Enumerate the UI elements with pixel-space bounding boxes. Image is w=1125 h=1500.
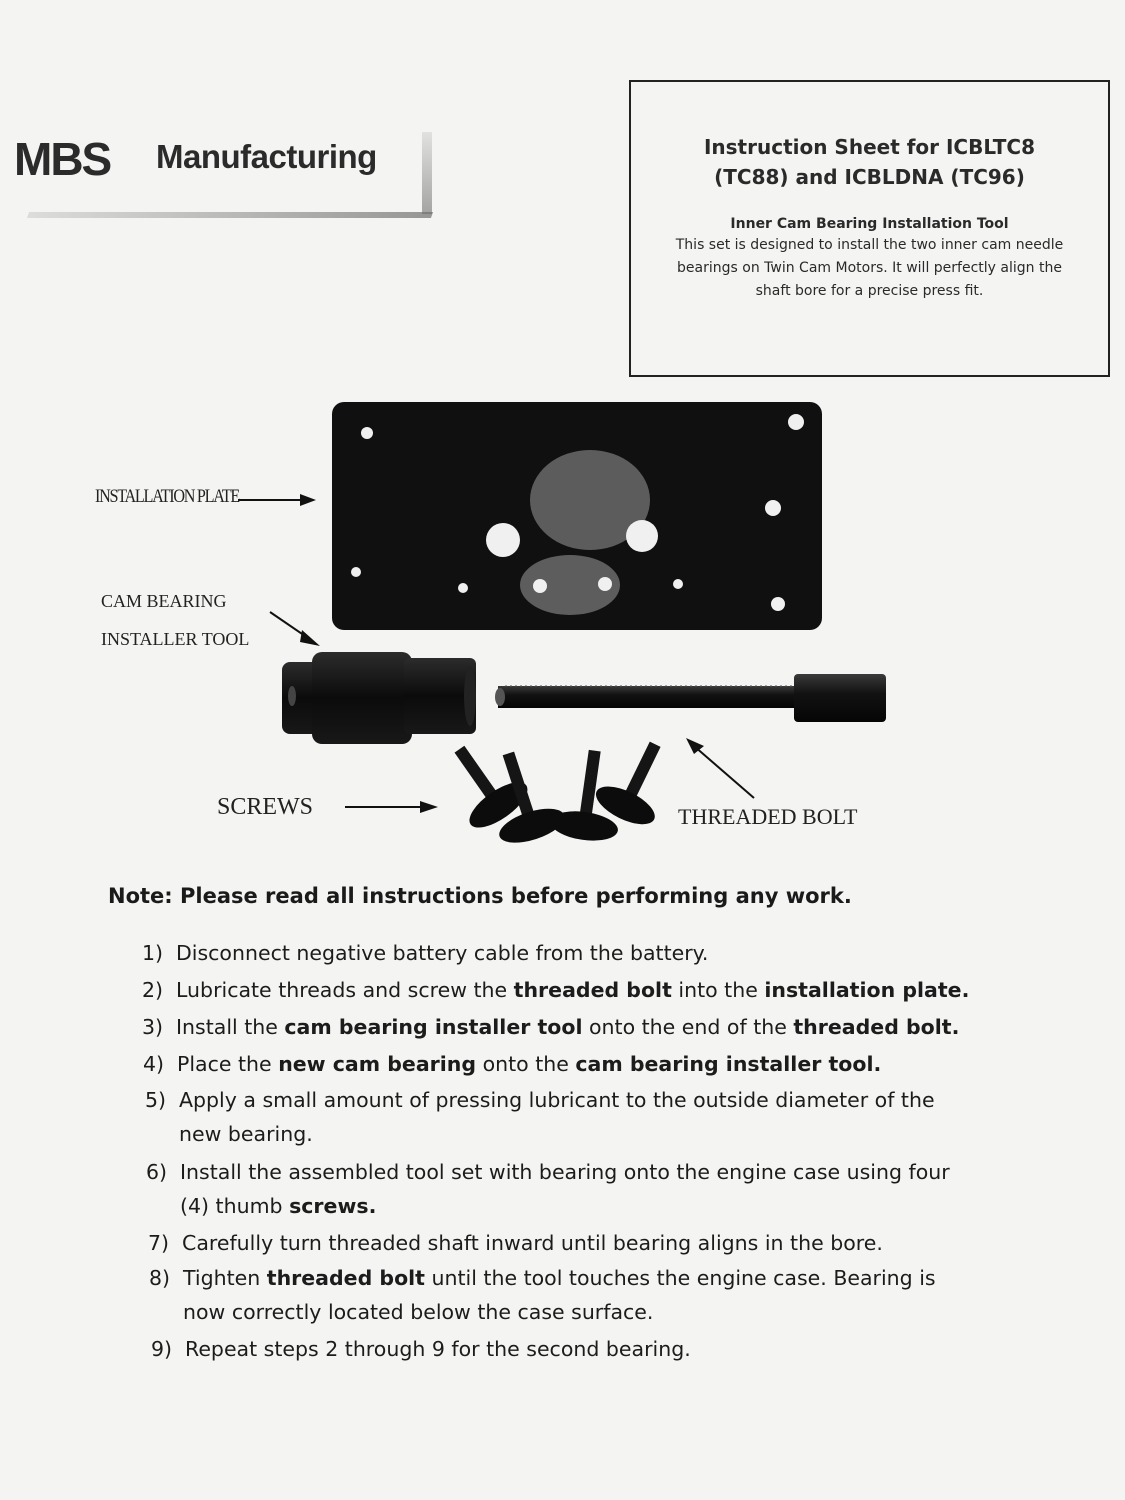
arrow-cam-bearing-tool bbox=[270, 612, 320, 646]
step-text: Lubricate threads and screw the bbox=[176, 978, 514, 1002]
step-number: 9) bbox=[151, 1337, 173, 1361]
bold-term: cam bearing installer tool bbox=[284, 1015, 583, 1039]
step-number: 8) bbox=[149, 1266, 171, 1290]
step-text: Tighten bbox=[183, 1266, 267, 1290]
bold-term: new cam bearing bbox=[278, 1052, 477, 1076]
logo-mark: MBS bbox=[14, 133, 111, 185]
threaded-bolt bbox=[495, 674, 886, 722]
logo-shadow bbox=[422, 132, 432, 214]
arrow-threaded-bolt bbox=[686, 738, 754, 798]
logo-text: Manufacturing bbox=[156, 138, 377, 175]
step-text: onto the end of the bbox=[582, 1015, 794, 1039]
step-text: until the tool touches the engine case. Bearing is bbox=[424, 1266, 936, 1290]
bold-term: threaded bolt bbox=[513, 978, 672, 1002]
bold-term: threaded bolt bbox=[266, 1266, 425, 1290]
instruction-header-box bbox=[629, 80, 1110, 377]
step-text: (4) thumb bbox=[180, 1194, 290, 1218]
step-text: now correctly located below the case surface. bbox=[183, 1300, 654, 1324]
step-number: 4) bbox=[143, 1052, 165, 1076]
step-number: 2) bbox=[142, 978, 164, 1002]
step-item bbox=[142, 936, 708, 970]
step-item bbox=[151, 1332, 691, 1366]
tool-description: This set is designed to install the two inner cam needle bearings on Twin Cam Motors. It will perfectly align the shaft bore for a precise press fit. bbox=[675, 237, 1064, 299]
step-item bbox=[149, 1261, 936, 1329]
step-item bbox=[142, 973, 969, 1007]
step-number: 7) bbox=[148, 1231, 170, 1255]
label-screws: SCREWS bbox=[217, 794, 314, 820]
step-text: Repeat steps 2 through 9 for the second bearing. bbox=[185, 1337, 691, 1361]
step-text: Install the assembled tool set with bearing onto the engine case using four bbox=[180, 1160, 950, 1184]
step-number: 1) bbox=[142, 941, 164, 965]
bold-term: threaded bolt. bbox=[793, 1015, 960, 1039]
arrow-installation-plate bbox=[238, 494, 316, 506]
tool-subtitle: Inner Cam Bearing Installation Tool bbox=[730, 216, 1009, 232]
step-text: Place the bbox=[177, 1052, 279, 1076]
step-number: 6) bbox=[146, 1160, 168, 1184]
step-text: Carefully turn threaded shaft inward until bearing aligns in the bore. bbox=[182, 1231, 883, 1255]
step-text: onto the bbox=[476, 1052, 576, 1076]
step-item bbox=[146, 1155, 950, 1223]
step-text: into the bbox=[671, 978, 765, 1002]
instruction-title: Instruction Sheet for ICBLTC8 (TC88) and ICBLDNA (TC96) bbox=[703, 135, 1036, 189]
company-logo bbox=[14, 128, 434, 224]
step-text: new bearing. bbox=[179, 1122, 313, 1146]
label-installation-plate: INSTALLATION PLATE bbox=[95, 486, 239, 507]
step-item bbox=[148, 1226, 883, 1260]
product-photo bbox=[0, 390, 1125, 870]
warning-note: Note: Please read all instructions before performing any work. bbox=[108, 884, 852, 908]
step-number: 3) bbox=[142, 1015, 164, 1039]
bold-term: installation plate. bbox=[764, 978, 970, 1002]
step-number: 5) bbox=[145, 1088, 167, 1112]
thumb-screws bbox=[432, 730, 684, 850]
step-item bbox=[142, 1010, 959, 1044]
logo-underline bbox=[27, 212, 433, 218]
step-text: Apply a small amount of pressing lubricant to the outside diameter of the bbox=[179, 1088, 935, 1112]
step-text: Install the bbox=[176, 1015, 285, 1039]
step-item bbox=[143, 1047, 881, 1081]
bold-term: screws. bbox=[289, 1194, 377, 1218]
installation-plate bbox=[332, 402, 822, 630]
cam-bearing-installer-tool bbox=[282, 652, 476, 744]
step-item bbox=[145, 1083, 935, 1151]
arrow-screws bbox=[345, 801, 438, 813]
step-text: Disconnect negative battery cable from the battery. bbox=[176, 941, 709, 965]
bold-term: cam bearing installer tool. bbox=[575, 1052, 882, 1076]
label-threaded-bolt: THREADED BOLT bbox=[678, 804, 858, 829]
label-installer-tool: INSTALLER TOOL bbox=[101, 629, 250, 649]
label-cam-bearing: CAM BEARING bbox=[101, 591, 227, 611]
